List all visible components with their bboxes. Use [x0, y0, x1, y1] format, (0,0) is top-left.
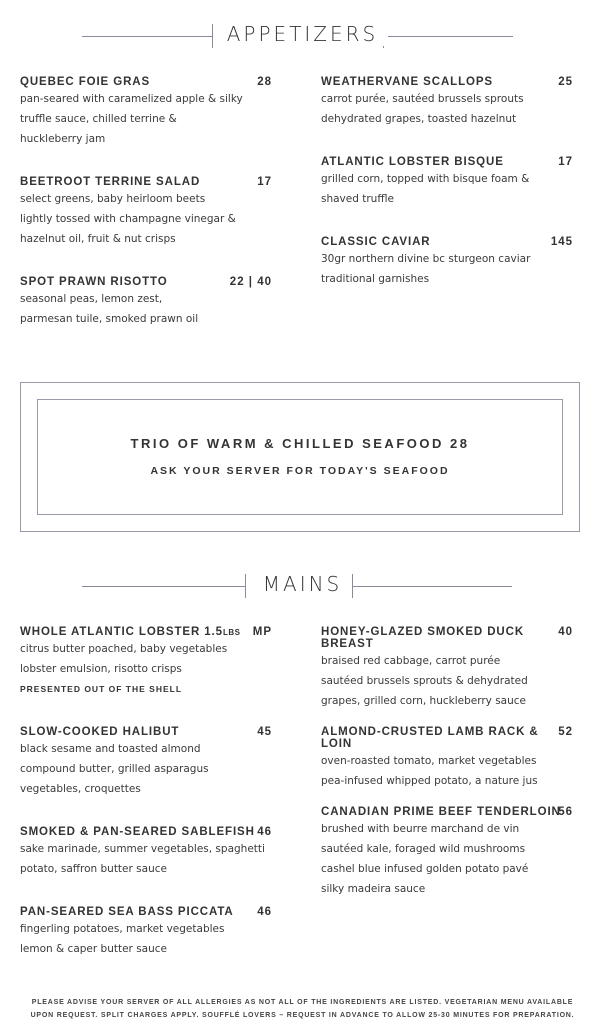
item-price: 46 [257, 826, 272, 838]
feature-box [20, 382, 580, 532]
item-price: 17 [558, 156, 573, 168]
menu-item-beetroot-terrine-salad [20, 176, 272, 249]
menu-item-slow-cooked-halibut [20, 726, 272, 799]
item-description: shaved truffle [321, 193, 394, 205]
item-description: brushed with beurre marchand de vin [321, 823, 520, 835]
item-description: huckleberry jam [20, 133, 106, 145]
feature-inner-frame [37, 399, 563, 515]
feature-subtitle: ASK YOUR SERVER FOR TODAY'S SEAFOOD [150, 465, 450, 477]
item-description: pan-seared with caramelized apple & silky [20, 93, 243, 105]
item-description: fingerling potatoes, market vegetables [20, 923, 225, 935]
item-description: carrot purée, sautéed brussels sprouts [321, 93, 524, 105]
item-price: 40 [558, 626, 573, 638]
item-price: 52 [558, 726, 573, 738]
item-name: WEATHERVANE SCALLOPS [321, 76, 493, 88]
menu-item-atlantic-lobster-bisque [321, 156, 573, 209]
item-description: parmesan tuile, smoked prawn oil [20, 313, 199, 325]
item-description: grilled corn, topped with bisque foam & [321, 173, 530, 185]
item-note: PRESENTED OUT OF THE SHELL [20, 684, 183, 694]
menu-item-smoked-sablefish [20, 826, 272, 879]
menu-item-classic-caviar [321, 236, 573, 289]
item-price: 22 | 40 [229, 276, 272, 288]
item-description: lemon & caper butter sauce [20, 943, 167, 955]
item-description: grapes, grilled corn, huckleberry sauce [321, 695, 527, 707]
item-name: HONEY-GLAZED SMOKED DUCK BREAST [321, 626, 525, 650]
item-name: BEETROOT TERRINE SALAD [20, 176, 201, 188]
mains-header [0, 572, 605, 600]
item-name: QUEBEC FOIE GRAS [20, 76, 151, 88]
item-price: 56 [558, 806, 573, 818]
item-description: hazelnut oil, fruit & nut crisps [20, 233, 176, 245]
item-name: PAN-SEARED SEA BASS PICCATA [20, 906, 234, 918]
item-description: sake marinade, summer vegetables, spaghetti [20, 843, 265, 855]
item-description: lobster emulsion, risotto crisps [20, 663, 182, 675]
footer-line: PLEASE ADVISE YOUR SERVER OF ALL ALLERGIES AS NOT ALL OF THE INGREDIENTS ARE LISTED. VEGETARIAN MENU AVAILABLE [31, 999, 574, 1006]
menu-item-whole-atlantic-lobster [20, 626, 272, 699]
item-description: potato, saffron butter sauce [20, 863, 167, 875]
mains-title: MAINS [253, 572, 353, 596]
item-description: black sesame and toasted almond [20, 743, 201, 755]
item-name [20, 626, 272, 638]
item-name: SMOKED & PAN-SEARED SABLEFISH [20, 826, 255, 838]
item-description: oven-roasted tomato, market vegetables [321, 755, 537, 767]
item-price: 46 [257, 906, 272, 918]
appetizers-title: APPETIZERS [217, 22, 388, 46]
item-description: braised red cabbage, carrot purée [321, 655, 501, 667]
item-description: dehydrated grapes, toasted hazelnut [321, 113, 517, 125]
item-price: 45 [257, 726, 272, 738]
menu-item-weathervane-scallops [321, 76, 573, 129]
item-description: compound butter, grilled asparagus [20, 763, 209, 775]
item-description: pea-infused whipped potato, a nature jus [321, 775, 538, 787]
item-description: seasonal peas, lemon zest, [20, 293, 163, 305]
menu-item-quebec-foie-gras [20, 76, 272, 149]
item-name: SLOW-COOKED HALIBUT [20, 726, 180, 738]
item-unit: LBS [222, 628, 241, 637]
item-description: sautéed brussels sprouts & dehydrated [321, 675, 528, 687]
item-price: MP [252, 626, 272, 638]
item-description: 30gr northern divine bc sturgeon caviar [321, 253, 531, 265]
item-description: traditional garnishes [321, 273, 430, 285]
item-description: silky madeira sauce [321, 883, 426, 895]
item-name: SPOT PRAWN RISOTTO [20, 276, 168, 288]
footer-line: UPON REQUEST. SPLIT CHARGES APPLY. SOUFFLÉ LOVERS – REQUEST IN ADVANCE TO ALLOW 25-30 MINUTES FOR PREPARATION. [30, 1012, 575, 1019]
item-price: 145 [550, 236, 573, 248]
menu-item-smoked-duck-breast [321, 626, 573, 711]
item-price: 17 [257, 176, 272, 188]
item-description: cashel blue infused golden potato pavé [321, 863, 529, 875]
menu-item-spot-prawn-risotto [20, 276, 272, 329]
item-name: CANADIAN PRIME BEEF TENDERLOIN [321, 806, 561, 818]
menu-item-sea-bass-piccata [20, 906, 272, 959]
item-name: CLASSIC CAVIAR [321, 236, 431, 248]
item-price: 25 [558, 76, 573, 88]
appetizers-header [0, 22, 605, 50]
menu-item-lamb-rack-loin [321, 726, 573, 791]
item-description: citrus butter poached, baby vegetables [20, 643, 228, 655]
item-name: ATLANTIC LOBSTER BISQUE [321, 156, 504, 168]
allergy-footer [20, 996, 585, 1022]
item-description: vegetables, croquettes [20, 783, 141, 795]
item-name: ALMOND-CRUSTED LAMB RACK & LOIN [321, 726, 539, 750]
item-name-text: WHOLE ATLANTIC LOBSTER 1.5 [20, 626, 223, 638]
item-price: 28 [257, 76, 272, 88]
menu-item-beef-tenderloin [321, 806, 573, 899]
item-description: lightly tossed with champagne vinegar & [20, 213, 236, 225]
item-description: select greens, baby heirloom beets [20, 193, 206, 205]
item-description: truffle sauce, chilled terrine & [20, 113, 177, 125]
feature-title: TRIO OF WARM & CHILLED SEAFOOD 28 [130, 436, 470, 451]
item-description: sautéed kale, foraged wild mushrooms [321, 843, 526, 855]
